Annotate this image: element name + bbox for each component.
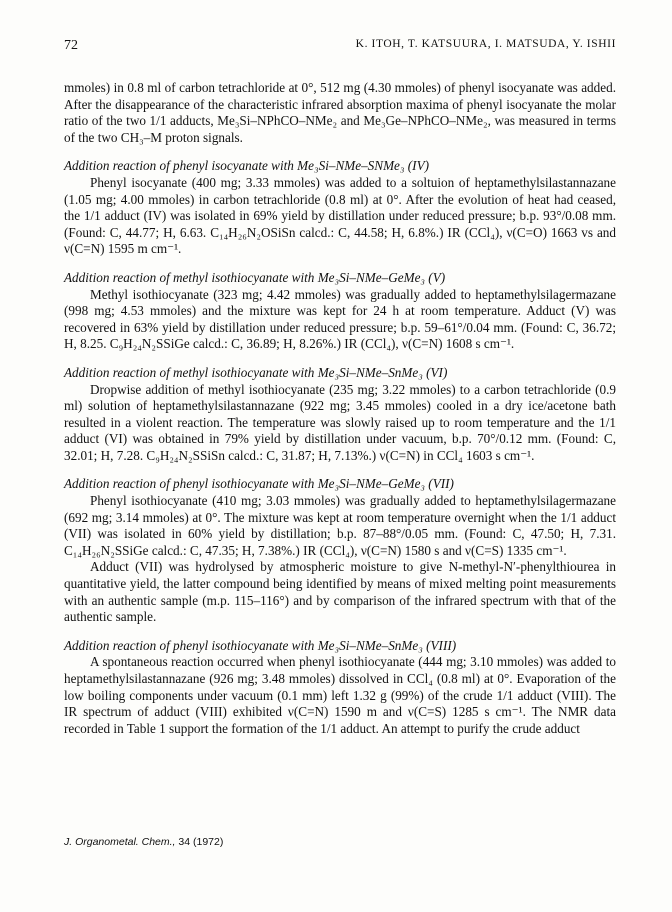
paragraph-vi: Dropwise addition of methyl isothiocyanate (235 mg; 3.22 mmoles) to a carbon tetrachloride (0.9 ml) solution of heptamethylsilastannazane (922 mg; 3.45 mmoles) cooled in a dry ice/acetone bath resulted in a violent reaction. The temperature was slowly raised up to room temperature and the 1/1 adduct (VI) was obtained in 79% yield by distillation under vacuum, b.p. 70°/0.12 mm. (Found: C, 32.01; H, 7.28. C₉H₂₄N₂SSiSn calcd.: C, 31.87; H, 7.13%.) ν(C=N) in CCl₄ 1603 s cm⁻¹. <box>64 381 616 463</box>
section-heading-iv: Addition reaction of phenyl isocyanate with Me₃Si–NMe–SNMe₃ (IV) <box>64 158 430 174</box>
page-number: 72 <box>64 38 78 53</box>
running-head: K. ITOH, T. KATSUURA, I. MATSUDA, Y. ISHII <box>355 38 616 50</box>
section-heading-v: Addition reaction of methyl isothiocyanate with Me₃Si–NMe–GeMe₃ (V) <box>64 269 446 285</box>
paragraph-viii: A spontaneous reaction occurred when phenyl isothiocyanate (444 mg; 3.10 mmoles) was added to heptamethylsilastannazane (926 mg; 3.48 mmoles) dissolved in CCl₄ (0.8 ml) at 0°. Evaporation of the low boiling components under vacuum (0.1 mm) left 1.32 g (99%) of the crude 1/1 adduct (VIII). The IR spectrum of adduct (VIII) exhibited ν(C=N) 1590 m and ν(C=S) 1285 s cm⁻¹. The NMR data recorded in Table 1 support the formation of the 1/1 adduct. An attempt to purify the crude adduct <box>64 654 616 736</box>
article-body <box>64 80 616 737</box>
paragraph-vii-hydrolysis: Adduct (VII) was hydrolysed by atmospheric moisture to give N-methyl-N′-phenylthiourea in quantitative yield, the latter compound being identified by means of mixed melting point measurements with an authentic sample (m.p. 115–116°) and by comparison of the infrared spectrum with that of the authentic sample. <box>64 559 616 625</box>
journal-volume: 34 (1972) <box>178 836 224 848</box>
page-header <box>64 38 616 58</box>
paragraph-v: Methyl isothiocyanate (323 mg; 4.42 mmoles) was gradually added to heptamethylsilagermazane (998 mg; 4.53 mmoles) and the mixture was kept for 24 h at room temperature. Adduct (V) was recovered in 63% yield by distillation under reduced pressure; b.p. 59–61°/0.04 mm. (Found: C, 36.72; H, 8.25. C₉H₂₄N₂SSiGe calcd.: C, 36.89; H, 8.26%.) IR (CCl₄), ν(C=N) 1608 s cm⁻¹. <box>64 286 616 352</box>
paragraph-vii: Phenyl isothiocyanate (410 mg; 3.03 mmoles) was gradually added to heptamethylsilagermazane (692 mg; 3.14 mmoles) at 0°. The mixture was kept at room temperature overnight when the 1/1 adduct (VII) was isolated in 60% yield by distillation; b.p. 87–88°/0.05 mm. (Found: C, 47.50; H, 7.31. C₁₄H₂₆N₂SSiGe calcd.: C, 47.35; H, 7.38%.) IR (CCl₄), ν(C=N) 1580 s and ν(C=S) 1335 cm⁻¹. <box>64 493 616 558</box>
section-heading-vii: Addition reaction of phenyl isothiocyanate with Me₃Si–NMe–GeMe₃ (VII) <box>64 476 454 492</box>
paragraph-continuation: mmoles) in 0.8 ml of carbon tetrachloride at 0°, 512 mg (4.30 mmoles) of phenyl isocyanate was added. After the disappearance of the characteristic infrared absorption maxima of phenyl isocyanate the molar ratio of the two 1/1 adducts, Me₃Si–NPhCO–NMe₂ and Me₃Ge–NPhCO–NMe₂, was measured in terms of the two CH₃–M proton signals. <box>64 80 616 145</box>
journal-footer <box>64 836 223 848</box>
journal-name: J. Organometal. Chem., <box>64 836 176 848</box>
section-heading-viii: Addition reaction of phenyl isothiocyanate with Me₃Si–NMe–SnMe₃ (VIII) <box>64 637 457 653</box>
section-heading-vi: Addition reaction of methyl isothiocyanate with Me₃Si–NMe–SnMe₃ (VI) <box>64 364 448 380</box>
paragraph-iv: Phenyl isocyanate (400 mg; 3.33 mmoles) was added to a soltuion of heptamethylsilastannazane (1.05 mg; 4.00 mmoles) in carbon tetrachloride (0.8 ml) at 0°. After the evolution of heat had ceased, the 1/1 adduct (IV) was isolated in 69% yield by distillation under reduced pressure; b.p. 93°/0.08 mm. (Found: C, 44.77; H, 6.63. C₁₄H₂₆N₂OSiSn calcd.: C, 44.58; H, 6.8%.) IR (CCl₄), ν(C=O) 1663 vs and ν(C=N) 1595 m cm⁻¹. <box>64 174 616 257</box>
